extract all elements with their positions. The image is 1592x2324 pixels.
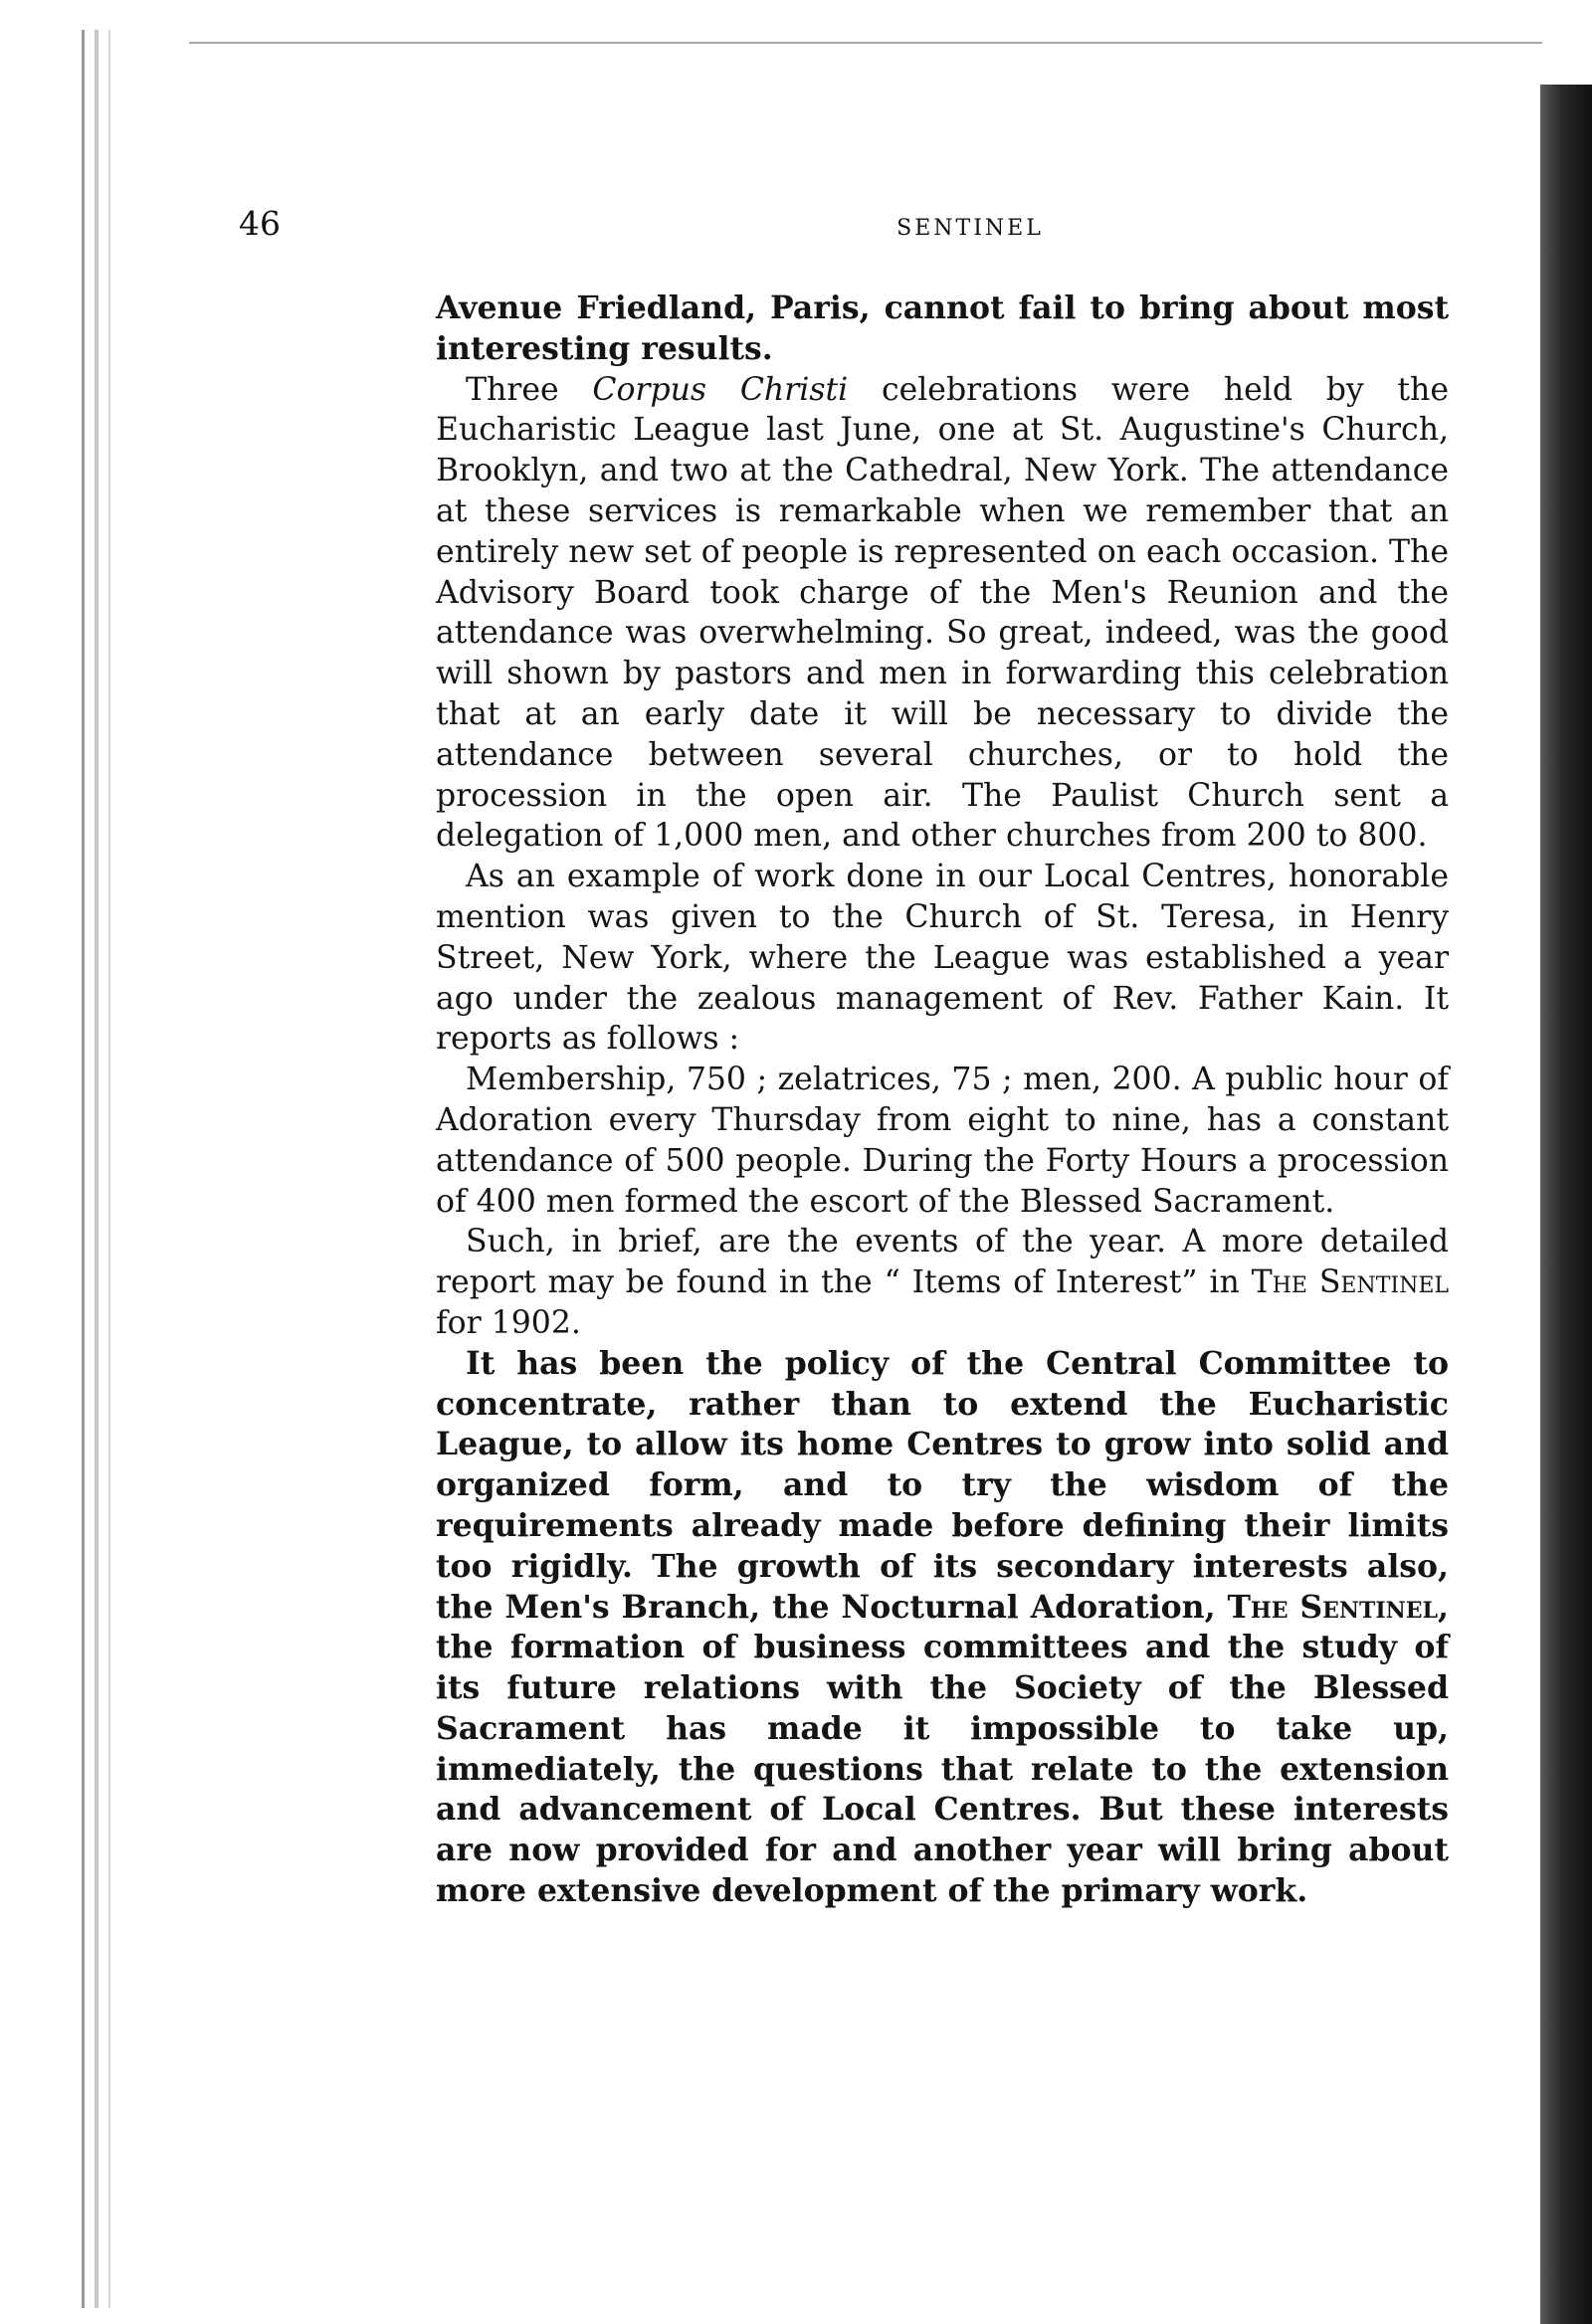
page-top-edge xyxy=(189,42,1542,44)
paragraph-text: Membership, 750 ; zelatrices, 75 ; men, 200. A public hour of Adoration every Thursday from eight to nine, has a constant attendance of 500 people. During the Forty Hours a procession of 400 men formed the escort of the Blessed Sacrament. xyxy=(436,1062,1449,1220)
paragraph-membership xyxy=(436,1060,1449,1222)
paragraph-local-centres xyxy=(436,857,1449,1060)
paragraph-events-summary xyxy=(436,1222,1449,1343)
italic-term: Corpus Christi xyxy=(592,371,849,408)
paragraph-text: As an example of work done in our Local Centres, honorable mention was given to the Church of St. Teresa, in Henry Street, New York, where the League was established a year ago under the zealous management of Rev. Father Kain. It reports as follows : xyxy=(436,859,1449,1058)
paragraph-continuation xyxy=(436,289,1449,370)
running-head: SENTINEL xyxy=(896,216,1044,241)
paragraph-text-lead: Such, in brief, are the events of the year. A more detailed report may be found in the “ Items of Interest” in xyxy=(436,1224,1449,1301)
paragraph-policy xyxy=(436,1344,1449,1912)
paragraph-corpus-christi xyxy=(436,370,1449,858)
body-text xyxy=(436,289,1449,1912)
scan-left-margin xyxy=(0,0,80,2324)
journal-title: The Sentinel xyxy=(1251,1264,1449,1301)
page-number: 46 xyxy=(239,204,281,243)
paragraph-text: Avenue Friedland, Paris, cannot fail to bring about most interesting results. xyxy=(436,290,1449,367)
page-header xyxy=(239,204,1453,250)
paragraph-text-rest: celebrations were held by the Eucharistic League last June, one at St. Augustine's Church, Brooklyn, and two at the Cathedral, New York. The attendance at these services is remarkable when we remember that an entirely new set of people is represented on each occasion. The Advisory Board took charge of the Men's Reunion and the attendance was overwhelming. So great, indeed, was the good will shown by pastors and men in forwarding this celebration that at an early date it will be necessary to divide the attendance between several churches, or to hold the procession in the open air. The Paulist Church sent a delegation of 1,000 men, and other churches from 200 to 800. xyxy=(436,371,1449,855)
paragraph-text-rest: for 1902. xyxy=(436,1304,581,1341)
scan-right-shadow xyxy=(1540,85,1592,2324)
journal-title: The Sentinel xyxy=(1227,1588,1439,1626)
paragraph-text-lead: Three xyxy=(466,371,593,408)
paragraph-text-lead: It has been the policy of the Central Committee to concentrate, rather than to extend the Eucharistic League, to allow its home Centres to grow into solid and organized form, and to try the wisdom of the requirements already made before defining their limits too rigidly. The growth of its secondary interests also, the Men's Branch, the Nocturnal Adoration, xyxy=(436,1344,1449,1626)
paragraph-text-rest: , the formation of business committees and the study of its future relations with the Society of the Blessed Sacrament has made it impossible to take up, immediately, the questions that relate to the extension and advancement of Local Centres. But these interests are now provided for and another year will bring about more extensive development of the primary work. xyxy=(436,1588,1449,1910)
